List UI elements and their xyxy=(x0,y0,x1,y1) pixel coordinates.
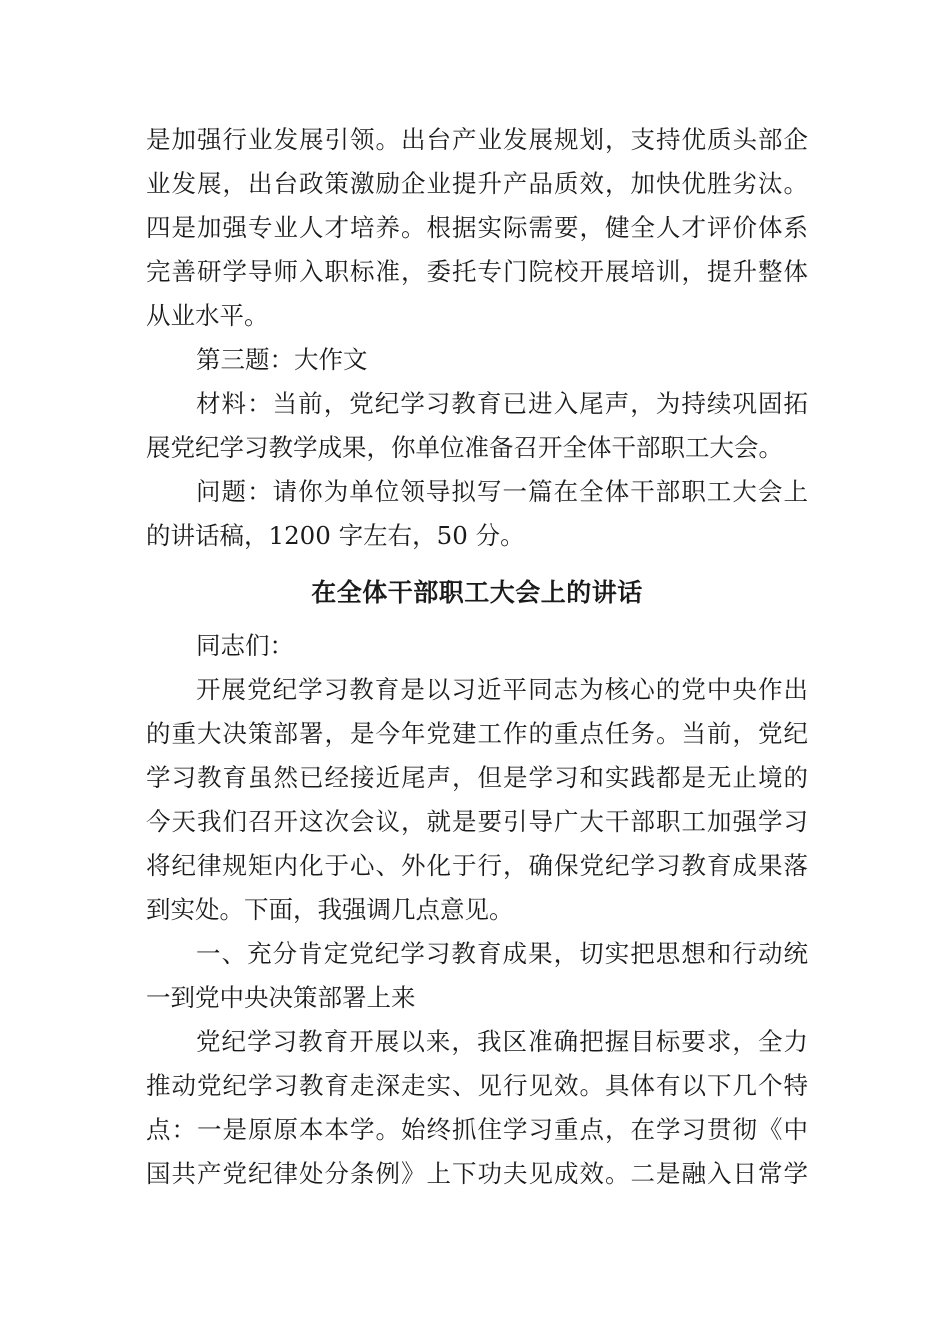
paragraph-line: 开展党纪学习教育是以习近平同志为核心的党中央作出 xyxy=(196,675,808,704)
paragraph-line: 将纪律规矩内化于心、外化于行，确保党纪学习教育成果落 xyxy=(146,851,808,880)
text-line: 完善研学导师入职标准，委托专门院校开展培训，提升整体 xyxy=(146,257,808,286)
paragraph-line: 学习教育虽然已经接近尾声，但是学习和实践都是无止境的 xyxy=(146,763,808,792)
material-line: 展党纪学习教学成果，你单位准备召开全体干部职工大会。 xyxy=(146,433,783,462)
text-line: 是加强行业发展引领。出台产业发展规划，支持优质头部企 xyxy=(146,125,808,154)
question-line: 问题：请你为单位领导拟写一篇在全体干部职工大会上 xyxy=(196,477,808,506)
text-line: 四是加强专业人才培养。根据实际需要，健全人才评价体系 xyxy=(146,213,808,242)
material-line: 材料：当前，党纪学习教育已进入尾声，为持续巩固拓 xyxy=(196,389,808,418)
salutation: 同志们： xyxy=(196,631,294,660)
speech-title: 在全体干部职工大会上的讲话 xyxy=(311,578,643,607)
paragraph-line: 的重大决策部署，是今年党建工作的重点任务。当前，党纪 xyxy=(146,719,808,748)
section-heading-line: 一、充分肯定党纪学习教育成果，切实把思想和行动统 xyxy=(196,939,808,968)
section-heading-line: 一到党中央决策部署上来 xyxy=(146,983,416,1012)
paragraph-line: 推动党纪学习教育走深走实、见行见效。具体有以下几个特 xyxy=(146,1071,808,1100)
text-line: 从业水平。 xyxy=(146,301,269,330)
question-heading: 第三题：大作文 xyxy=(196,345,368,374)
paragraph-line: 今天我们召开这次会议，就是要引导广大干部职工加强学习 xyxy=(146,807,808,836)
question-line: 的讲话稿，1200 字左右，50 分。 xyxy=(146,521,525,550)
paragraph-line: 国共产党纪律处分条例》上下功夫见成效。二是融入日常学 xyxy=(146,1159,808,1188)
paragraph-line: 党纪学习教育开展以来，我区准确把握目标要求，全力 xyxy=(196,1027,808,1056)
paragraph-line: 到实处。下面，我强调几点意见。 xyxy=(146,895,514,924)
text-line: 业发展，出台政策激励企业提升产品质效，加快优胜劣汰。 xyxy=(146,169,808,198)
paragraph-line: 点：一是原原本本学。始终抓住学习重点，在学习贯彻《中 xyxy=(146,1115,808,1144)
document-body xyxy=(146,118,808,1196)
